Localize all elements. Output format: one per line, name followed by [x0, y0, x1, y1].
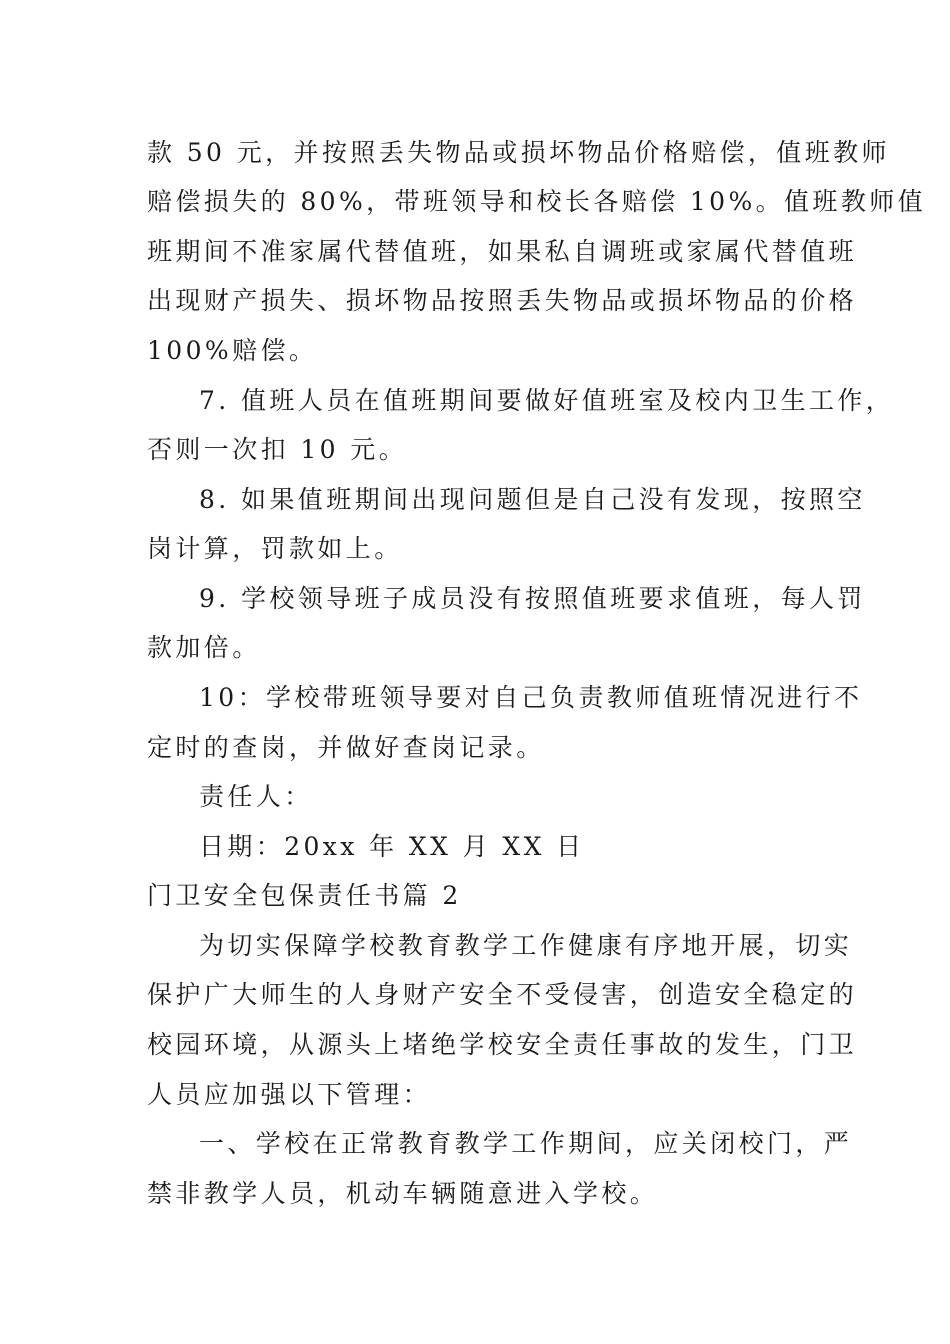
- text-line: 赔偿损失的 80%，带班领导和校长各赔偿 10%。值班教师值: [147, 187, 927, 216]
- text-line: 人员应加强以下管理：: [147, 1080, 432, 1109]
- text-line: 款加倍。: [147, 633, 261, 662]
- list-item-9: 9. 学校领导班子成员没有按照值班要求值班，每人罚: [199, 584, 866, 613]
- section-heading: 门卫安全包保责任书篇 2: [147, 881, 462, 910]
- text-line: 定时的查岗，并做好查岗记录。: [147, 733, 545, 762]
- text-line: 班期间不准家属代替值班，如果私自调班或家属代替值班: [147, 237, 858, 266]
- text-line: 款 50 元，并按照丢失物品或损坏物品价格赔偿，值班教师: [147, 138, 890, 167]
- date-line: 日期：20xx 年 XX 月 XX 日: [199, 832, 585, 861]
- text-line: 否则一次扣 10 元。: [147, 435, 408, 464]
- paragraph-line: 为切实保障学校教育教学工作健康有序地开展，切实: [199, 931, 853, 960]
- list-item-10: 10：学校带班领导要对自己负责教师值班情况进行不: [199, 683, 863, 712]
- text-line: 禁非教学人员，机动车辆随意进入学校。: [147, 1179, 659, 1208]
- list-item-1: 一、学校在正常教育教学工作期间，应关闭校门，严: [199, 1129, 853, 1158]
- responsible-person-label: 责任人：: [199, 782, 313, 811]
- list-item-7: 7. 值班人员在值班期间要做好值班室及校内卫生工作，: [199, 386, 895, 415]
- text-line: 出现财产损失、损坏物品按照丢失物品或损坏物品的价格: [147, 286, 858, 315]
- list-item-8: 8. 如果值班期间出现问题但是自己没有发现，按照空: [199, 485, 866, 514]
- text-line: 校园环境，从源头上堵绝学校安全责任事故的发生，门卫: [147, 1030, 858, 1059]
- text-line: 100%赔偿。: [147, 336, 318, 365]
- text-line: 岗计算，罚款如上。: [147, 534, 403, 563]
- text-line: 保护广大师生的人身财产安全不受侵害，创造安全稳定的: [147, 980, 858, 1009]
